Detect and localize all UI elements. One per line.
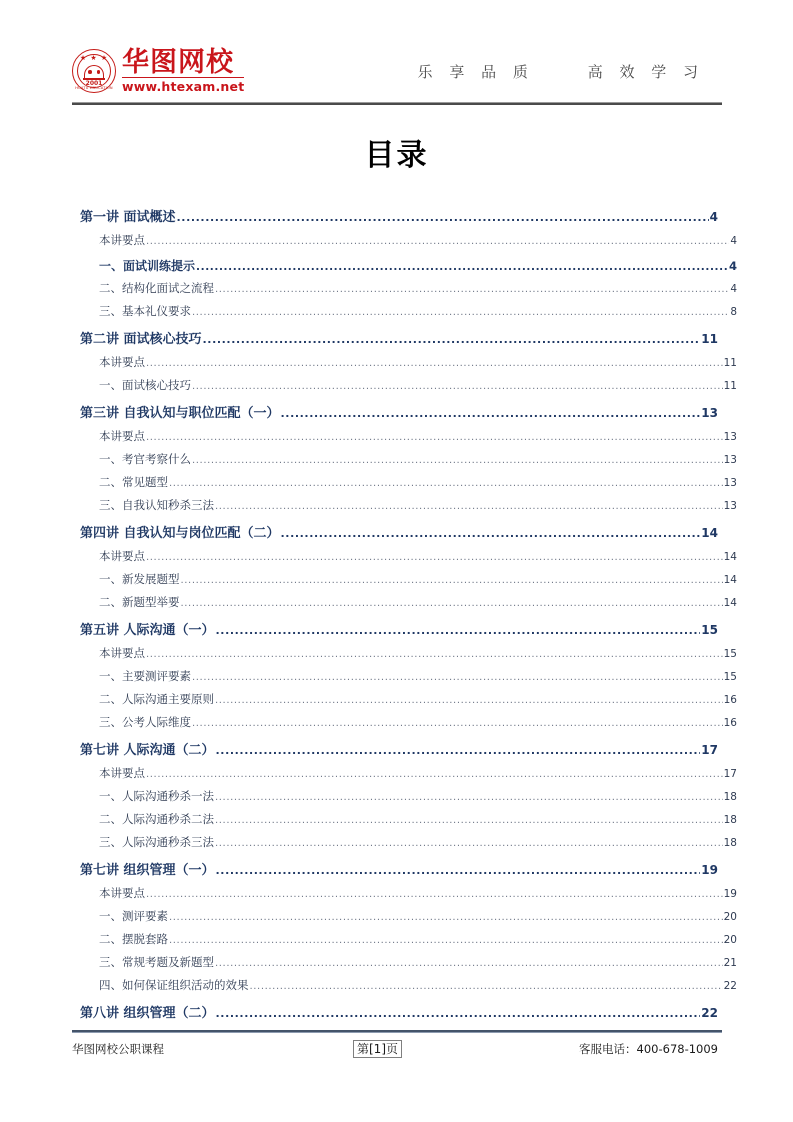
toc-entry-page: 18 — [723, 814, 737, 826]
toc-entry-page: 11 — [723, 380, 737, 392]
toc-entry-label: 本讲要点 — [99, 646, 145, 660]
toc-entry-label: 一、人际沟通秒杀一法 — [99, 789, 214, 803]
toc-entry-page: 20 — [723, 934, 737, 946]
toc-leader-dots — [216, 743, 701, 756]
toc-leader-dots — [146, 888, 723, 900]
toc-leader-dots — [146, 431, 723, 443]
footer-page-number — [293, 1040, 462, 1058]
toc-entry-page: 17 — [701, 743, 718, 757]
toc-entry[interactable] — [80, 452, 737, 467]
toc-leader-dots — [215, 957, 723, 969]
toc-entry-label: 二、人际沟通秒杀二法 — [99, 812, 214, 826]
toc-entry-label: 一、主要测评要素 — [99, 669, 191, 683]
toc-entry-page: 15 — [701, 623, 718, 637]
toc-entry-label: 第四讲 自我认知与岗位匹配（二） — [80, 526, 280, 541]
toc-entry-label: 本讲要点 — [99, 355, 145, 369]
toc-entry-page: 22 — [723, 980, 737, 992]
toc-entry[interactable] — [80, 355, 737, 370]
seal-logo-icon — [72, 49, 116, 93]
toc-leader-dots — [192, 380, 723, 392]
toc-entry-label: 本讲要点 — [99, 429, 145, 443]
toc-entry-label: 三、基本礼仪要求 — [99, 304, 191, 318]
toc-entry-label: 第一讲 面试概述 — [80, 210, 176, 225]
toc-entry-page: 16 — [723, 717, 737, 729]
toc-leader-dots — [216, 863, 701, 876]
toc-entry-label: 第八讲 组织管理（二） — [80, 1006, 215, 1021]
toc-leader-dots — [146, 648, 723, 660]
toc-entry-page: 13 — [723, 477, 737, 489]
toc-entry-label: 三、常规考题及新题型 — [99, 955, 214, 969]
toc-leader-dots — [281, 526, 701, 539]
toc-leader-dots — [169, 911, 723, 923]
toc-entry[interactable] — [80, 549, 737, 564]
toc-entry-page: 13 — [723, 431, 737, 443]
toc-entry[interactable] — [80, 429, 737, 444]
toc-leader-dots — [146, 551, 723, 563]
toc-leader-dots — [215, 791, 723, 803]
toc-entry-page: 13 — [723, 500, 737, 512]
toc-entry-label: 二、摆脱套路 — [99, 932, 168, 946]
toc-entry-label: 二、常见题型 — [99, 475, 168, 489]
toc-entry[interactable] — [80, 743, 718, 758]
toc-entry-label: 三、人际沟通秒杀三法 — [99, 835, 214, 849]
toc-entry-page: 16 — [723, 694, 737, 706]
toc-entry[interactable] — [80, 623, 718, 638]
toc-entry[interactable] — [80, 332, 718, 347]
page-header — [72, 42, 722, 100]
toc-leader-dots — [192, 717, 723, 729]
toc-entry[interactable] — [80, 1006, 718, 1021]
toc-entry-page: 19 — [701, 863, 718, 877]
toc-entry-label: 本讲要点 — [99, 549, 145, 563]
toc-entry[interactable] — [80, 978, 737, 993]
table-of-contents — [80, 197, 737, 1023]
toc-entry-page: 14 — [701, 526, 718, 540]
toc-entry[interactable] — [80, 886, 737, 901]
toc-leader-dots — [192, 671, 723, 683]
toc-entry[interactable] — [80, 646, 737, 661]
toc-entry[interactable] — [80, 812, 737, 827]
toc-entry-page: 18 — [723, 837, 737, 849]
toc-leader-dots — [215, 694, 723, 706]
toc-entry[interactable] — [80, 378, 737, 393]
toc-entry[interactable] — [80, 526, 718, 541]
toc-entry[interactable] — [80, 955, 737, 970]
toc-entry-label: 本讲要点 — [99, 233, 145, 247]
toc-entry-page: 15 — [723, 648, 737, 660]
seal-arc-text: HUATU EDUCATION — [75, 86, 113, 90]
toc-leader-dots — [203, 332, 701, 345]
toc-entry-page: 11 — [701, 332, 718, 346]
toc-entry[interactable] — [80, 715, 737, 730]
toc-leader-dots — [177, 210, 709, 223]
toc-entry-label: 第三讲 自我认知与职位匹配（一） — [80, 406, 280, 421]
toc-entry-label: 一、测评要素 — [99, 909, 168, 923]
toc-entry[interactable] — [80, 595, 737, 610]
toc-entry-page: 21 — [723, 957, 737, 969]
brand-logo — [72, 48, 244, 94]
toc-entry[interactable] — [80, 233, 737, 248]
toc-entry[interactable] — [80, 909, 737, 924]
toc-leader-dots — [250, 980, 723, 992]
toc-entry[interactable] — [80, 669, 737, 684]
toc-entry[interactable] — [80, 835, 737, 850]
header-tagline: 乐 享 品 质 高 效 学 习 — [417, 62, 704, 81]
toc-entry-page: 15 — [723, 671, 737, 683]
page-title: 目录 — [364, 138, 429, 173]
toc-leader-dots — [196, 260, 728, 272]
toc-entry-page: 14 — [723, 597, 737, 609]
toc-entry[interactable] — [80, 304, 737, 319]
toc-entry[interactable] — [80, 692, 737, 707]
toc-entry-label: 一、考官考察什么 — [99, 452, 191, 466]
toc-leader-dots — [216, 623, 701, 636]
seal-emblem-icon — [84, 65, 104, 78]
toc-entry-page: 4 — [730, 283, 737, 295]
toc-entry-label: 二、新题型举要 — [99, 595, 180, 609]
footer-hotline: 客服电话：400-678-1009 — [579, 1042, 718, 1056]
toc-entry-label: 三、公考人际维度 — [99, 715, 191, 729]
toc-leader-dots — [181, 597, 723, 609]
toc-entry-page: 13 — [701, 406, 718, 420]
toc-entry-page: 8 — [730, 306, 737, 318]
toc-leader-dots — [181, 574, 723, 586]
wordmark — [122, 48, 244, 94]
toc-entry-label: 第二讲 面试核心技巧 — [80, 332, 202, 347]
toc-entry-label: 一、新发展题型 — [99, 572, 180, 586]
toc-entry-label: 第七讲 人际沟通（二） — [80, 743, 215, 758]
header-divider — [72, 102, 722, 105]
toc-entry-label: 本讲要点 — [99, 886, 145, 900]
toc-entry-page: 14 — [723, 551, 737, 563]
toc-entry-page: 22 — [701, 1006, 718, 1020]
toc-leader-dots — [192, 454, 723, 466]
toc-leader-dots — [169, 477, 723, 489]
toc-entry[interactable] — [80, 498, 737, 513]
toc-entry[interactable] — [80, 766, 737, 781]
seal-year: 2001 — [85, 80, 103, 87]
brand-url: www.htexam.net — [122, 79, 245, 94]
toc-leader-dots — [215, 500, 723, 512]
toc-leader-dots — [146, 235, 729, 247]
toc-entry[interactable] — [80, 210, 718, 225]
toc-entry-label: 第五讲 人际沟通（一） — [80, 623, 215, 638]
toc-entry[interactable] — [80, 572, 737, 587]
toc-leader-dots — [216, 1006, 701, 1019]
footer-course-name: 华图网校公职课程 — [72, 1042, 164, 1056]
toc-entry-label: 二、结构化面试之流程 — [99, 281, 214, 295]
toc-entry-page: 11 — [723, 357, 737, 369]
page-number-box: 第[1]页 — [353, 1040, 402, 1058]
toc-entry[interactable] — [80, 789, 737, 804]
toc-entry-label: 一、面试核心技巧 — [99, 378, 191, 392]
brand-name: 华图网校 — [122, 47, 234, 78]
toc-leader-dots — [281, 406, 701, 419]
toc-entry-page: 19 — [723, 888, 737, 900]
toc-entry-label: 三、自我认知秒杀三法 — [99, 498, 214, 512]
footer-divider — [72, 1030, 722, 1033]
toc-entry-label: 二、人际沟通主要原则 — [99, 692, 214, 706]
seal-stars: ★ ★ ★ — [79, 54, 109, 62]
toc-entry-label: 本讲要点 — [99, 766, 145, 780]
toc-leader-dots — [146, 768, 723, 780]
toc-leader-dots — [192, 306, 729, 318]
toc-leader-dots — [215, 837, 723, 849]
toc-entry[interactable] — [80, 475, 737, 490]
toc-entry-page: 14 — [723, 574, 737, 586]
toc-leader-dots — [169, 934, 723, 946]
toc-entry-label: 四、如何保证组织活动的效果 — [99, 978, 249, 992]
toc-entry-page: 18 — [723, 791, 737, 803]
toc-entry-page: 4 — [709, 210, 718, 224]
toc-entry[interactable] — [80, 406, 718, 421]
toc-entry-page: 20 — [723, 911, 737, 923]
toc-entry-page: 4 — [730, 235, 737, 247]
toc-entry[interactable] — [80, 281, 737, 296]
toc-leader-dots — [215, 814, 723, 826]
toc-leader-dots — [146, 357, 723, 369]
toc-entry-label: 第七讲 组织管理（一） — [80, 863, 215, 878]
toc-entry[interactable] — [80, 932, 737, 947]
toc-entry[interactable] — [80, 863, 718, 878]
toc-entry-label: 一、面试训练提示 — [99, 259, 196, 273]
page-footer — [72, 1038, 722, 1060]
toc-entry[interactable] — [80, 259, 737, 273]
toc-entry-page: 17 — [723, 768, 737, 780]
toc-entry-page: 13 — [723, 454, 737, 466]
toc-entry-page: 4 — [728, 259, 737, 273]
toc-leader-dots — [215, 283, 729, 295]
